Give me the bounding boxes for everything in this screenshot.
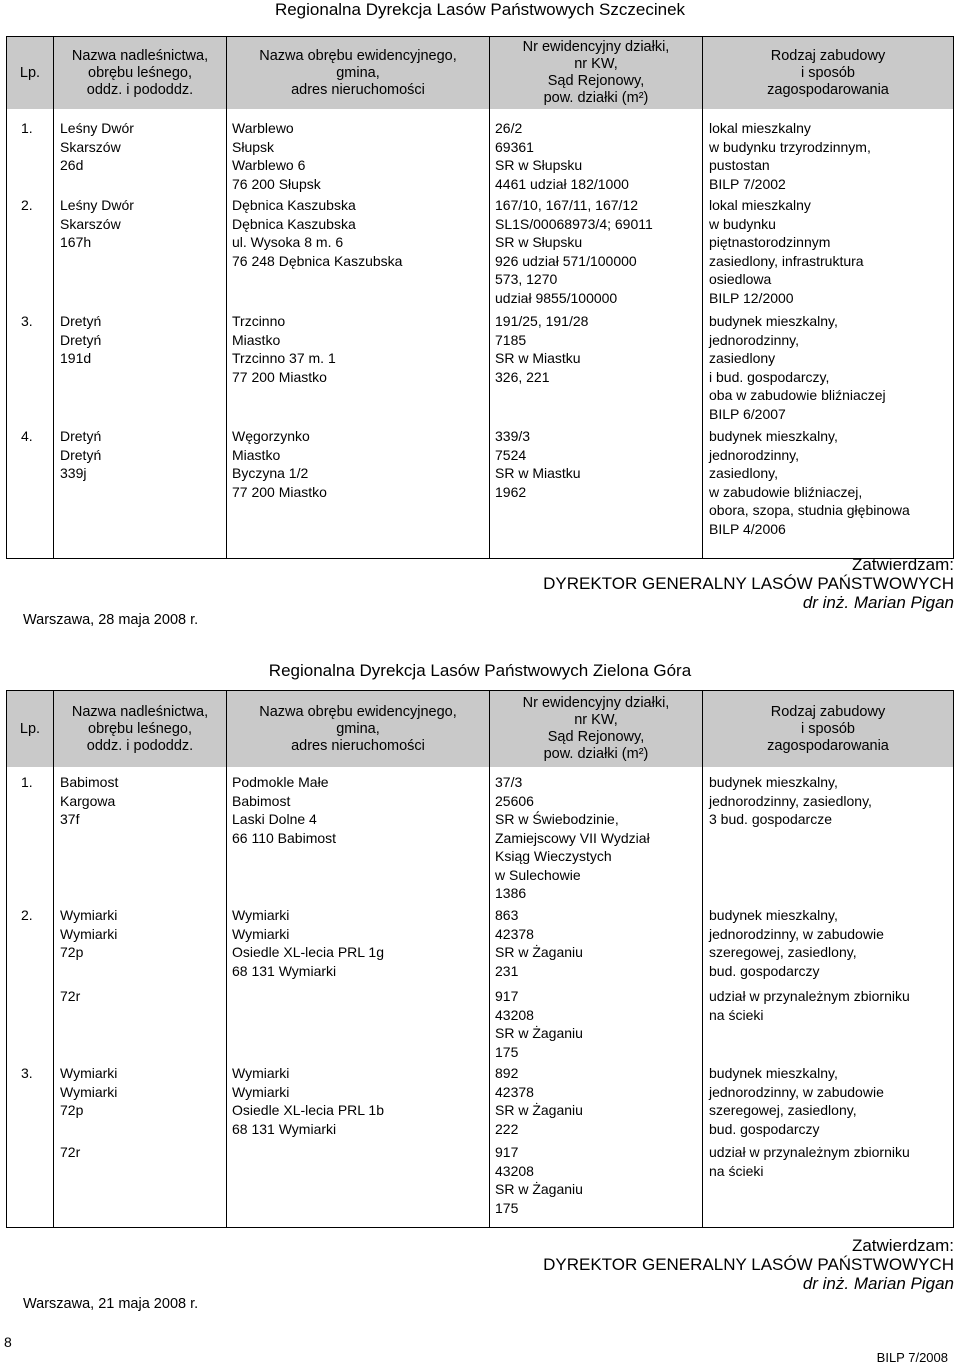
table-header: [7, 37, 953, 109]
header-nr-dzialki: Nr ewidencyjny działki, nr KW, Sąd Rejonowy, pow. działki (m²): [522, 39, 670, 106]
row2-obreb: Wymiarki Wymiarki Osiedle XL-lecia PRL 1g 68 131 Wymiarki: [232, 907, 385, 979]
row2b-nadlesnictwo: 72r: [60, 988, 81, 1004]
row4-lp: 4.: [21, 428, 33, 444]
signing-date: Warszawa, 28 maja 2008 r.: [23, 612, 199, 628]
row1-nadlesnictwo: Leśny Dwór Skarszów 26d: [60, 120, 134, 173]
row2-nr-dzialki: 863 42378 SR w Żaganiu 231: [495, 907, 583, 979]
column-divider: [226, 691, 227, 1227]
row2-rodzaj: lokal mieszkalny w budynku piętnastorodzinnym zasiedlony, infrastruktura osiedlowa BILP 12/2000: [709, 197, 864, 306]
row3b-rodzaj: udział w przynależnym zbiorniku na ścieki: [709, 1144, 910, 1179]
column-divider: [489, 37, 490, 558]
row2-nr-dzialki: 167/10, 167/11, 167/12 SL1S/00068973/4; 69011 SR w Słupsku 926 udział 571/100000 573, 1270 udział 9855/100000: [495, 197, 653, 306]
header-lp: Lp.: [19, 64, 41, 81]
approval-block: [543, 1236, 954, 1293]
approval-title: DYREKTOR GENERALNY LASÓW PAŃSTWOWYCH: [543, 1255, 954, 1274]
row3b-nr-dzialki: 917 43208 SR w Żaganiu 175: [495, 1144, 583, 1216]
row1-nadlesnictwo: Babimost Kargowa 37f: [60, 774, 119, 827]
row2-obreb: Dębnica Kaszubska Dębnica Kaszubska ul. Wysoka 8 m. 6 76 248 Dębnica Kaszubska: [232, 197, 403, 269]
table-zielona-gora: [6, 690, 954, 1228]
approval-signatory: dr inż. Marian Pigan: [802, 593, 954, 612]
approval-label: Zatwierdzam:: [851, 555, 954, 574]
column-divider: [702, 37, 703, 558]
column-divider: [226, 37, 227, 558]
section1-title: Regionalna Dyrekcja Lasów Państwowych Szczecinek: [274, 0, 686, 19]
row3-nr-dzialki: 892 42378 SR w Żaganiu 222: [495, 1065, 583, 1137]
section2-title: Regionalna Dyrekcja Lasów Państwowych Zielona Góra: [268, 661, 692, 680]
row2b-nr-dzialki: 917 43208 SR w Żaganiu 175: [495, 988, 583, 1060]
row2-nadlesnictwo: Leśny Dwór Skarszów 167h: [60, 197, 134, 250]
header-rodzaj-zabudowy: Rodzaj zabudowy i sposób zagospodarowania: [767, 703, 889, 754]
row4-rodzaj: budynek mieszkalny, jednorodzinny, zasiedlony, w zabudowie bliźniaczej, obora, szopa, studnia głębinowa BILP 4/2006: [709, 428, 910, 537]
row4-obreb: Węgorzynko Miastko Byczyna 1/2 77 200 Miastko: [232, 428, 327, 500]
row2-lp: 2.: [21, 197, 33, 213]
row1-rodzaj: lokal mieszkalny w budynku trzyrodzinnym, pustostan BILP 7/2002: [709, 120, 871, 192]
row3-nadlesnictwo: Dretyń Dretyń 191d: [60, 313, 102, 366]
approval-block: [543, 555, 954, 612]
row3-lp: 3.: [21, 1065, 33, 1081]
row1-lp: 1.: [21, 774, 33, 790]
row1-lp: 1.: [21, 120, 33, 136]
row1-nr-dzialki: 26/2 69361 SR w Słupsku 4461 udział 182/1000: [495, 120, 629, 192]
table-header: [7, 691, 953, 767]
approval-signatory: dr inż. Marian Pigan: [802, 1274, 954, 1293]
header-rodzaj-zabudowy: Rodzaj zabudowy i sposób zagospodarowania: [767, 47, 889, 98]
header-nr-dzialki: Nr ewidencyjny działki, nr KW, Sąd Rejonowy, pow. działki (m²): [522, 695, 670, 762]
page-number: 8: [4, 1334, 12, 1350]
row3-nr-dzialki: 191/25, 191/28 7185 SR w Miastku 326, 221: [495, 313, 589, 385]
row3-rodzaj: budynek mieszkalny, jednorodzinny, w zabudowie szeregowej, zasiedlony, bud. gospodarczy: [709, 1065, 884, 1137]
signing-date: Warszawa, 21 maja 2008 r.: [23, 1296, 199, 1312]
approval-title: DYREKTOR GENERALNY LASÓW PAŃSTWOWYCH: [543, 574, 954, 593]
column-divider: [53, 37, 54, 558]
footer-code: BILP 7/2008: [876, 1350, 948, 1365]
row3-obreb: Trzcinno Miastko Trzcinno 37 m. 1 77 200 Miastko: [232, 313, 336, 385]
table-szczecinek: [6, 36, 954, 559]
row3b-nadlesnictwo: 72r: [60, 1144, 81, 1160]
row2b-rodzaj: udział w przynależnym zbiorniku na ścieki: [709, 988, 910, 1023]
row3-obreb: Wymiarki Wymiarki Osiedle XL-lecia PRL 1b 68 131 Wymiarki: [232, 1065, 385, 1137]
header-obreb: Nazwa obrębu ewidencyjnego, gmina, adres nieruchomości: [259, 703, 457, 754]
row4-nr-dzialki: 339/3 7524 SR w Miastku 1962: [495, 428, 581, 500]
header-lp: Lp.: [19, 720, 41, 737]
row4-nadlesnictwo: Dretyń Dretyń 339j: [60, 428, 102, 481]
row1-obreb: Podmokle Małe Babimost Laski Dolne 4 66 110 Babimost: [232, 774, 337, 846]
row3-nadlesnictwo: Wymiarki Wymiarki 72p: [60, 1065, 118, 1118]
column-divider: [702, 691, 703, 1227]
header-obreb: Nazwa obrębu ewidencyjnego, gmina, adres nieruchomości: [259, 47, 457, 98]
column-divider: [489, 691, 490, 1227]
header-nadlesnictwo: Nazwa nadleśnictwa, obrębu leśnego, oddz. i pododdz.: [71, 703, 209, 754]
row3-lp: 3.: [21, 313, 33, 329]
row3-rodzaj: budynek mieszkalny, jednorodzinny, zasiedlony i bud. gospodarczy, oba w zabudowie bliźniaczej BILP 6/2007: [709, 313, 886, 422]
row2-lp: 2.: [21, 907, 33, 923]
row1-rodzaj: budynek mieszkalny, jednorodzinny, zasiedlony, 3 bud. gospodarcze: [709, 774, 872, 827]
row2-nadlesnictwo: Wymiarki Wymiarki 72p: [60, 907, 118, 960]
row1-nr-dzialki: 37/3 25606 SR w Świebodzinie, Zamiejscowy VII Wydział Ksiąg Wieczystych w Sulechowie 1386: [495, 774, 650, 901]
approval-label: Zatwierdzam:: [851, 1236, 954, 1255]
row1-obreb: Warblewo Słupsk Warblewo 6 76 200 Słupsk: [232, 120, 321, 192]
row2-rodzaj: budynek mieszkalny, jednorodzinny, w zabudowie szeregowej, zasiedlony, bud. gospodarczy: [709, 907, 884, 979]
header-nadlesnictwo: Nazwa nadleśnictwa, obrębu leśnego, oddz. i pododdz.: [71, 47, 209, 98]
column-divider: [53, 691, 54, 1227]
